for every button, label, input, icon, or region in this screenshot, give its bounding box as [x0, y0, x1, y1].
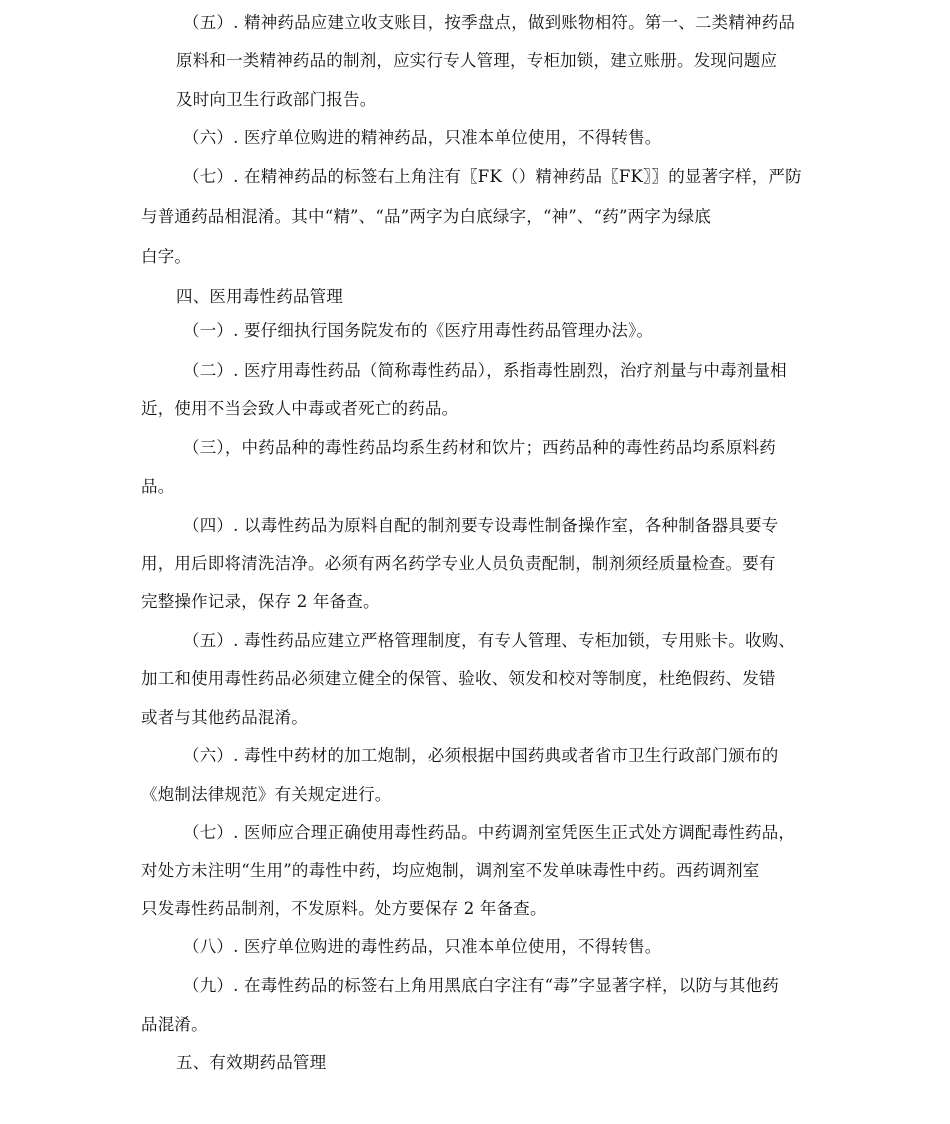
text-line: 白字。 [141, 247, 192, 266]
text-line: （二）. 医疗用毒性药品（简称毒性药品），系指毒性剧烈，治疗剂量与中毒剂量相 [183, 361, 787, 380]
text-line: （七）. 医师应合理正确使用毒性药品。中药调剂室凭医生正式处方调配毒性药品， [183, 823, 796, 842]
text-line: （九）. 在毒性药品的标签右上角用黑底白字注有“毒”字显著字样，以防与其他药 [183, 976, 779, 995]
text-line: 与普通药品相混淆。其中“精”、“品”两字为白底绿字，“神”、“药”两字为绿底 [141, 207, 712, 226]
text-line: 原料和一类精神药品的制剂，应实行专人管理，专柜加锁，建立账册。发现问题应 [176, 51, 778, 70]
text-line: （六）. 毒性中药材的加工炮制，必须根据中国药典或者省市卫生行政部门颁布的 [183, 746, 779, 765]
text-line: 品。 [141, 477, 175, 496]
text-line: （一）. 要仔细执行国务院发布的《医疗用毒性药品管理办法》。 [183, 321, 654, 340]
text-line: 完整操作记录，保存 2 年备查。 [141, 592, 380, 611]
text-line: 品混淆。 [141, 1015, 208, 1034]
text-line: （三），中药品种的毒性药品均系生药材和饮片；西药品种的毒性药品均系原料药 [183, 438, 776, 457]
text-line: （五）. 毒性药品应建立严格管理制度，有专人管理、专柜加锁，专用账卡。收购、 [183, 631, 796, 650]
text-line: 《炮制法律规范》有关规定进行。 [141, 785, 392, 804]
text-line: 近，使用不当会致人中毒或者死亡的药品。 [141, 399, 459, 418]
text-line: （六）. 医疗单位购进的精神药品，只准本单位使用，不得转售。 [183, 128, 662, 147]
text-line: 用，用后即将清洗洁净。必须有两名药学专业人员负责配制，制剂须经质量检查。要有 [141, 554, 776, 573]
text-line: 或者与其他药品混淆。 [141, 708, 308, 727]
text-line: 及时向卫生行政部门报告。 [176, 90, 377, 109]
text-line: 加工和使用毒性药品必须建立健全的保管、验收、领发和校对等制度，杜绝假药、发错 [141, 669, 776, 688]
text-line: （八）. 医疗单位购进的毒性药品，只准本单位使用，不得转售。 [183, 937, 662, 956]
text-line: 只发毒性药品制剂，不发原料。处方要保存 2 年备查。 [141, 899, 547, 918]
text-line: （四）. 以毒性药品为原料自配的制剂要专设毒性制备操作室，各种制备器具要专 [183, 516, 779, 535]
text-line: （七）. 在精神药品的标签右上角注有〖FK（）精神药品〖FK〗〗的显著字样，严防 [183, 167, 802, 186]
text-line: （五）. 精神药品应建立收支账目，按季盘点，做到账物相符。第一、二类精神药品 [183, 13, 796, 32]
section-heading: 四、医用毒性药品管理 [176, 287, 343, 306]
text-line: 对处方未注明“生用”的毒性中药，均应炮制，调剂室不发单味毒性中药。西药调剂室 [141, 861, 760, 880]
section-heading: 五、有效期药品管理 [176, 1053, 327, 1072]
